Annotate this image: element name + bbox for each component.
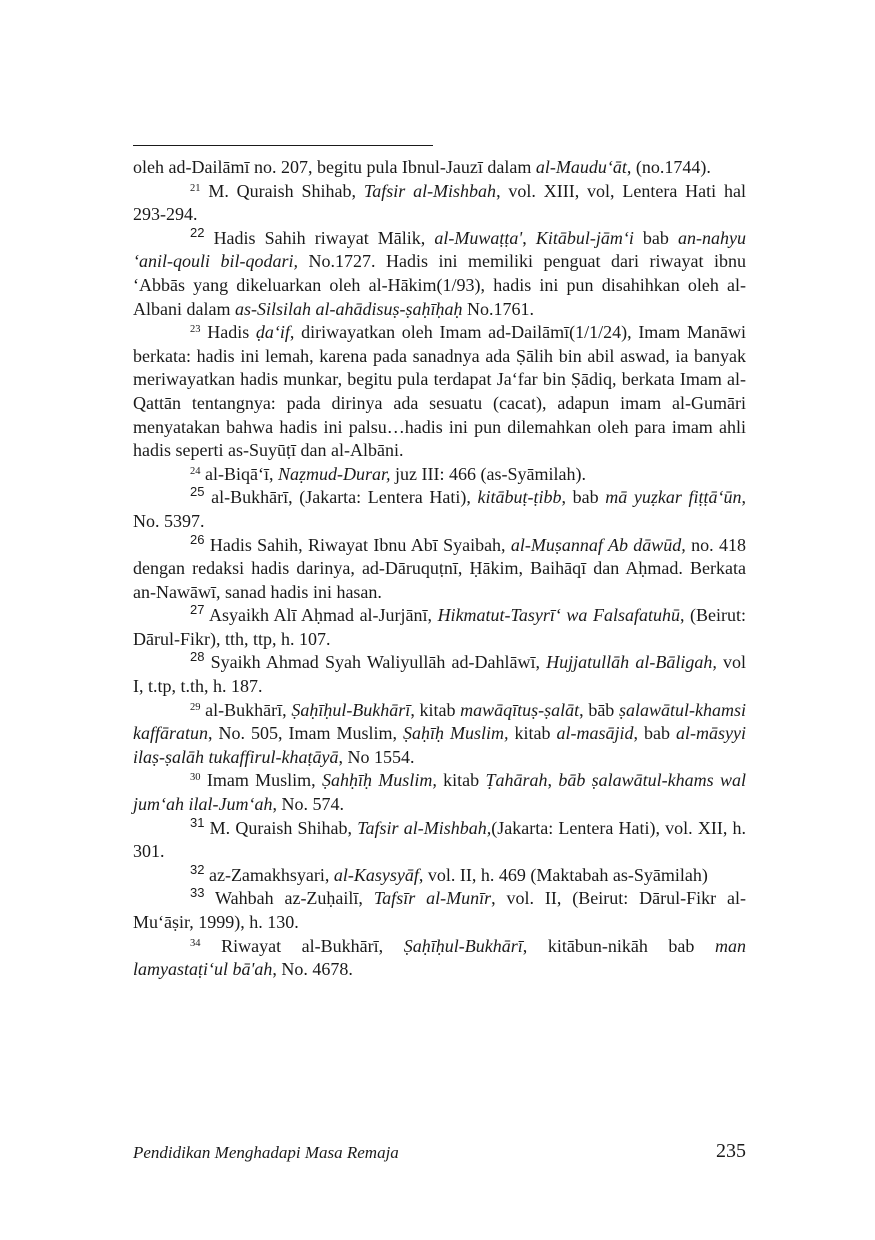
fn-italic: Ṣaḥīḥul-Bukhārī bbox=[403, 935, 523, 956]
fn-text: , bbox=[522, 227, 536, 248]
footnote-32 bbox=[133, 861, 746, 888]
footnote-number: 22 bbox=[190, 224, 205, 240]
fn-italic: ṣalawātul-khamsi kaffāratun bbox=[133, 699, 746, 744]
footnote-31 bbox=[133, 814, 747, 864]
footnote-22 bbox=[133, 224, 746, 321]
fn-italic: al-Muwaṭṭa' bbox=[434, 227, 523, 248]
footnote-separator-rule bbox=[133, 145, 433, 146]
fn-text: , No. 5397. bbox=[133, 487, 746, 531]
footnote-number: 30 bbox=[190, 772, 201, 784]
page-number: 235 bbox=[716, 1140, 746, 1162]
footnote-number: 25 bbox=[190, 484, 205, 500]
fn-italic: mawāqītuṣ-ṣalāt bbox=[460, 699, 580, 720]
fn-text: , vol. II, h. 469 (Maktabah as-Syāmilah) bbox=[418, 864, 708, 885]
fn-italic: an-nahyu ‘anil-qouli bil-qodari, bbox=[133, 227, 746, 272]
footnote-34 bbox=[133, 935, 746, 982]
fn-italic: al-māsyyi ilaṣ-ṣalāh tukaffirul-khaṭāyā bbox=[133, 723, 746, 767]
footnote-number: 31 bbox=[190, 814, 205, 830]
fn-italic: kitābuṭ-ṭibb bbox=[477, 487, 562, 508]
fn-text: Syaikh Ahmad Syah Waliyullāh ad-Dahlāwī, bbox=[210, 652, 547, 673]
footnote-26 bbox=[133, 531, 747, 605]
fn-italic: Kitābul-jām‘i bbox=[535, 227, 634, 248]
fn-text: juz III: 466 (as-Syāmilah). bbox=[390, 463, 586, 484]
fn-text: al-Biqā‘ī, bbox=[205, 463, 278, 484]
footnote-number: 33 bbox=[190, 885, 205, 901]
fn-text: , bbox=[547, 770, 559, 791]
fn-italic: bāb ṣalawātul-khams wal jum‘ah ilal-Jum‘ah bbox=[133, 770, 746, 815]
fn-text: al-Bukhārī, (Jakarta: Lentera Hati), bbox=[211, 487, 478, 508]
fn-text: , vol. XIII, vol, Lentera Hati hal 293-294. bbox=[133, 180, 747, 225]
fn-text: Asyaikh Alī Aḥmad al-Jurjānī, bbox=[209, 605, 438, 626]
fn-text: , No. 4678. bbox=[272, 959, 353, 980]
fn-text: Riwayat al-Bukhārī, bbox=[221, 935, 404, 956]
fn-italic: Tafsīr al-Munīr bbox=[373, 888, 492, 909]
fn-text: , (no.1744). bbox=[626, 157, 711, 177]
footnote-number: 21 bbox=[190, 182, 201, 194]
footnote-number: 26 bbox=[190, 531, 205, 547]
footnote-24 bbox=[133, 463, 746, 487]
fn-text: Hadis Sahih, Riwayat Ibnu Abī Syaibah, bbox=[209, 534, 511, 555]
fn-text: kitab bbox=[508, 723, 557, 744]
fn-text: No.1727. Hadis ini memiliki penguat dari riwayat ibnu ‘Abbās yang dikeluarkan oleh al-Hākim(1/93), hadis ini pun disahihkan oleh al-Albani dalam bbox=[133, 251, 746, 319]
footnote-number: 29 bbox=[190, 701, 201, 713]
fn-text: , No. 574. bbox=[272, 794, 344, 815]
fn-italic: Hujjatullāh al-Bāligah, bbox=[546, 652, 717, 673]
footnote-21 bbox=[133, 180, 746, 227]
fn-text: No.1761. bbox=[462, 298, 534, 319]
fn-text: , bab bbox=[561, 487, 606, 508]
footnote-continuation bbox=[133, 156, 746, 180]
footnote-23 bbox=[133, 321, 746, 463]
fn-text: bab bbox=[633, 227, 679, 248]
fn-text: al-Bukhārī, bbox=[205, 699, 292, 720]
fn-text: , No 1554. bbox=[338, 746, 415, 767]
fn-italic: al-Muṣannaf Ab dāwūd, bbox=[510, 534, 686, 555]
footnote-30 bbox=[133, 769, 746, 816]
fn-text: Hadis Sahih riwayat Mālik, bbox=[213, 227, 435, 248]
fn-italic: Naẓmud-Durar, bbox=[277, 463, 391, 484]
fn-text: , bab bbox=[633, 723, 677, 744]
fn-italic: al-masājid bbox=[556, 723, 634, 744]
fn-italic: al-Maudu‘āt bbox=[535, 157, 627, 177]
fn-text: Hadis bbox=[207, 322, 256, 343]
fn-text: Imam Muslim, bbox=[206, 770, 322, 791]
footnote-number: 24 bbox=[190, 465, 201, 477]
fn-italic: ḍa‘if bbox=[255, 322, 290, 343]
fn-text: , bāb bbox=[579, 699, 619, 720]
fn-text: , vol. II, (Beirut: Dārul-Fikr al-Mu‘āṣir, 1999), h. 130. bbox=[133, 888, 746, 932]
fn-italic: Ṣahḥīḥ Muslim, bbox=[321, 770, 437, 791]
fn-text: oleh ad-Dailāmī no. 207, begitu pula Ibnul-Jauzī dalam bbox=[133, 157, 536, 177]
footnote-number: 27 bbox=[190, 602, 205, 618]
fn-text: M. Quraish Shihab, bbox=[209, 817, 358, 838]
footnote-29 bbox=[133, 699, 746, 770]
fn-text: , (Beirut: Dārul-Fikr), tth, ttp, h. 107. bbox=[133, 605, 746, 649]
fn-text: , diriwayatkan oleh Imam ad-Dailāmī(1/1/24), Imam Manāwi berkata: hadis ini lemah, karena pada sanadnya ada Ṣālih bin abil aswad, ia banyak meriwayatkan hadis munkar, begitu pula terdapat Ja‘far bin Ṣādiq, berkata Imam al-Qattān tentangnya: pada dirinya ada sesuatu (cacat), adapun imam al-Gumāri menyatakan bahwa hadis ini palsu…hadis ini pun dilemahkan oleh para imam ahli hadis seperti as-Suyūṭī dan al-Albāni. bbox=[133, 322, 746, 461]
fn-italic: Hikmatut-Tasyrī‘ wa Falsafatuhū bbox=[437, 605, 680, 626]
fn-text: az-Zamakhsyari, bbox=[208, 864, 334, 885]
footnote-number: 34 bbox=[190, 937, 201, 949]
fn-italic: Ṣaḥīḥ Muslim, bbox=[403, 723, 509, 744]
footnote-28 bbox=[133, 651, 746, 698]
footnote-number: 28 bbox=[190, 649, 205, 665]
footnote-27 bbox=[133, 604, 746, 651]
fn-italic: as-Silsilah al-ahādisuṣ-ṣaḥīḥaḥ bbox=[234, 298, 463, 319]
fn-text: , kitab bbox=[410, 699, 461, 720]
fn-text: M. Quraish Shihab, bbox=[208, 180, 364, 201]
footnote-number: 23 bbox=[190, 324, 201, 336]
fn-italic: al-Kasysyāf bbox=[333, 864, 419, 885]
page-footer bbox=[133, 1140, 746, 1167]
fn-italic: mā yuẓkar fiṭṭā‘ūn bbox=[605, 487, 742, 508]
fn-italic: Ṣaḥīḥul-Bukhārī bbox=[291, 699, 411, 720]
footnotes-block bbox=[133, 156, 746, 982]
running-footer-title: Pendidikan Menghadapi Masa Remaja bbox=[133, 1143, 399, 1162]
fn-text: no. 418 dengan redaksi hadis darinya, ad-Dāruquṭnī, Ḥākim, Baihāqī dan Aḥmad. Berkata an-Nawāwī, sanad hadis ini hasan. bbox=[133, 534, 747, 602]
footnote-33 bbox=[133, 887, 746, 934]
fn-text: vol I, t.tp, t.th, h. 187. bbox=[133, 652, 746, 697]
fn-italic: Ṭahārah bbox=[485, 770, 548, 791]
footnote-25 bbox=[133, 486, 746, 533]
footnote-number: 32 bbox=[190, 861, 205, 877]
fn-italic: man lamyastaṭi‘ul bā'ah bbox=[133, 935, 746, 980]
fn-italic: Tafsir al-Mishbah, bbox=[357, 817, 492, 838]
fn-italic: Tafsir al-Mishbah bbox=[363, 180, 497, 201]
fn-text: (Jakarta: Lentera Hati), vol. XII, h. 301. bbox=[133, 817, 747, 862]
fn-text: , kitābun-nikāh bab bbox=[522, 935, 715, 956]
fn-text: kitab bbox=[436, 770, 486, 791]
fn-text: , No. 505, Imam Muslim, bbox=[208, 723, 403, 744]
fn-text: Wahbah az-Zuḥailī, bbox=[215, 888, 374, 909]
